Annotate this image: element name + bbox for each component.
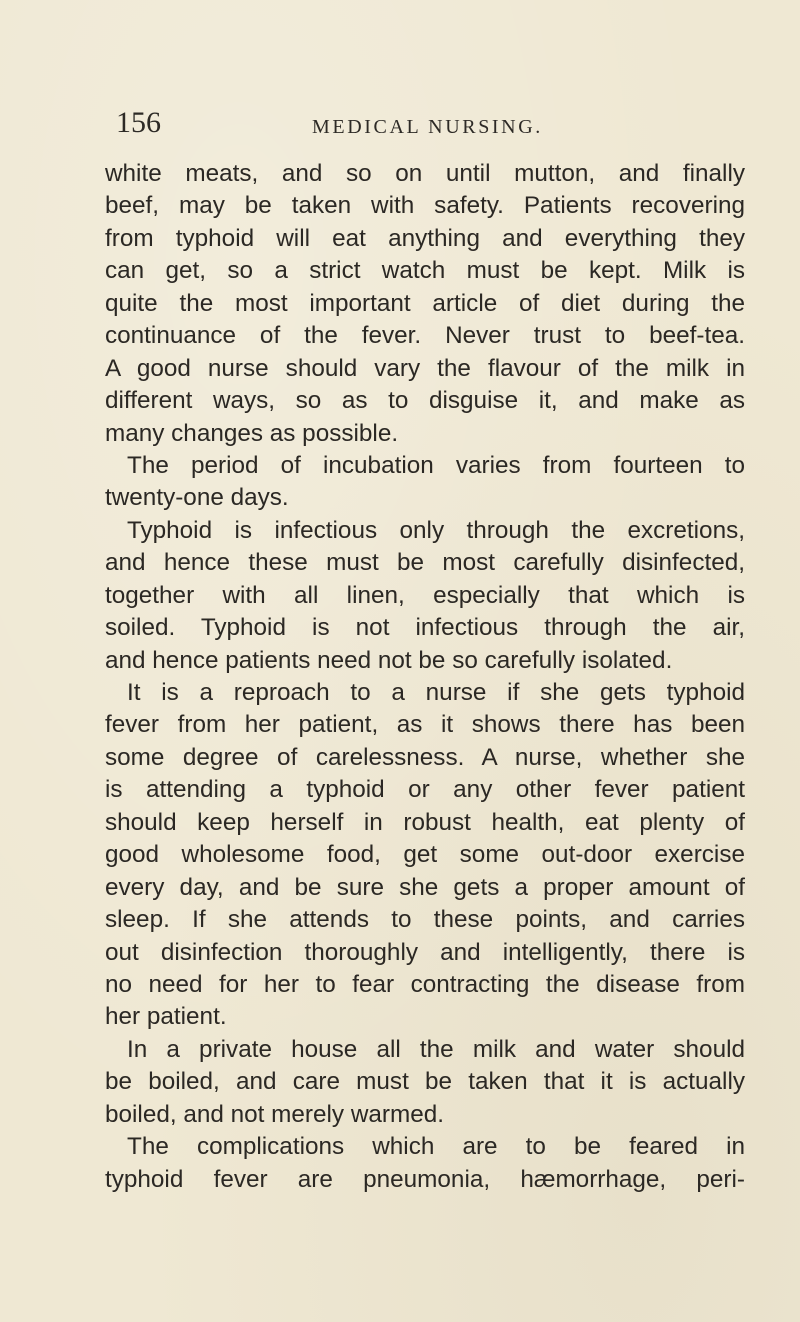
text-line: be boiled, and care must be taken that it is actually	[105, 1068, 745, 1096]
text-line: A good nurse should vary the flavour of the milk in	[105, 354, 745, 382]
paragraph-start-line: It is a reproach to a nurse if she gets typhoid	[127, 679, 745, 706]
text-line: and hence patients need not be so carefully isolated.	[105, 646, 673, 674]
text-line: some degree of carelessness. A nurse, whether she	[105, 743, 745, 771]
text-line: out disinfection thoroughly and intelligently, there is	[105, 938, 745, 966]
text-line: and hence these must be most carefully disinfected,	[105, 549, 745, 577]
running-head	[116, 108, 756, 148]
page-number: 156	[116, 106, 161, 139]
paragraph-start-line: Typhoid is infectious only through the excretions,	[127, 516, 745, 544]
paragraph-start-line: The complications which are to be feared in	[127, 1133, 745, 1161]
text-line: different ways, so as to disguise it, and make as	[105, 387, 745, 415]
text-line: beef, may be taken with safety. Patients recovering	[105, 192, 745, 220]
text-line: continuance of the fever. Never trust to beef-tea.	[105, 322, 745, 350]
text-line: sleep. If she attends to these points, and carries	[105, 906, 745, 934]
text-line: should keep herself in robust health, eat plenty of	[105, 808, 745, 836]
paragraph-start-line: In a private house all the milk and water should	[127, 1035, 745, 1063]
paragraph-start-line: The period of incubation varies from fourteen to	[127, 451, 745, 479]
text-line: white meats, and so on until mutton, and finally	[105, 160, 745, 187]
text-line: no need for her to fear contracting the disease from	[105, 970, 745, 998]
text-line: good wholesome food, get some out-door exercise	[105, 841, 745, 869]
text-line: quite the most important article of diet during the	[105, 289, 745, 317]
text-line: twenty-one days.	[105, 484, 289, 512]
text-line: fever from her patient, as it shows there has been	[105, 711, 745, 739]
running-title: MEDICAL NURSING.	[312, 116, 543, 138]
text-line: her patient.	[105, 1003, 227, 1031]
text-line: many changes as possible.	[105, 419, 399, 447]
text-line: from typhoid will eat anything and everything they	[105, 224, 745, 252]
text-line: typhoid fever are pneumonia, hæmorrhage, peri-	[105, 1165, 745, 1193]
text-line: together with all linen, especially that which is	[105, 581, 745, 609]
text-line: can get, so a strict watch must be kept. Milk is	[105, 257, 745, 285]
text-line: boiled, and not merely warmed.	[105, 1100, 444, 1128]
text-line: soiled. Typhoid is not infectious through the air,	[105, 614, 745, 642]
body-text	[105, 158, 745, 1196]
text-line: is attending a typhoid or any other fever patient	[105, 776, 745, 804]
text-line: every day, and be sure she gets a proper amount of	[105, 873, 745, 901]
